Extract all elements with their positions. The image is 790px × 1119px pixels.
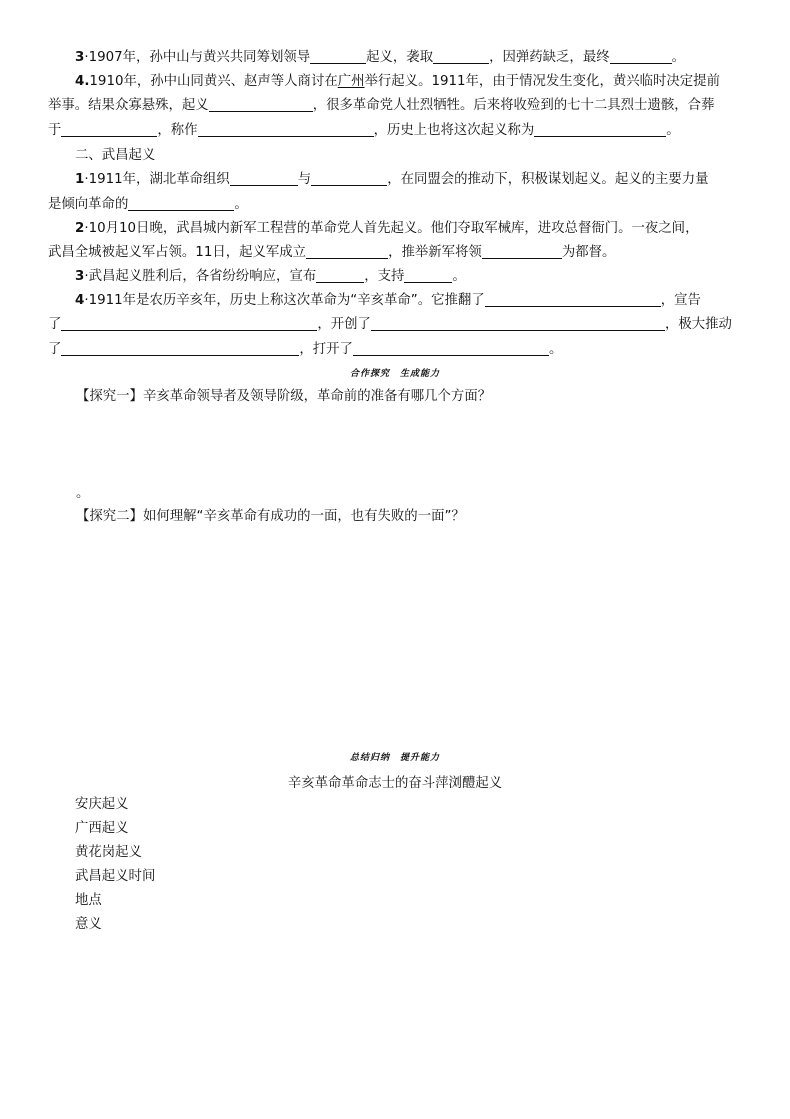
wuchang-question-1-line-2: 是倾向革命的 。 xyxy=(48,197,248,212)
list-item: 安庆起义 xyxy=(75,797,129,812)
list-item: 武昌起义时间 xyxy=(75,869,156,884)
blank[interactable] xyxy=(482,244,562,259)
blank[interactable] xyxy=(433,49,489,64)
wuchang-question-4-line-2: 了 ，开创了 ，极大推动 xyxy=(48,317,732,332)
wuchang-question-1-line-1: 1·1911年，湖北革命组织 与 ，在同盟会的推动下，积极谋划起义。起义的主要力量 xyxy=(75,172,709,187)
wuchang-question-2-line-1: 2·10月10日晚，武昌城内新军工程营的革命党人首先起义。他们夺取军械库，进攻总督衙门。一夜之间， xyxy=(75,221,699,236)
list-item: 广西起义 xyxy=(75,821,129,836)
blank[interactable] xyxy=(485,292,661,307)
summary-heading: 总结归纳 提升能力 xyxy=(349,753,440,763)
section-2-heading: 二、武昌起义 xyxy=(75,148,156,163)
blank[interactable] xyxy=(61,316,317,331)
list-item: 黄花岗起义 xyxy=(75,845,142,860)
blank[interactable] xyxy=(404,268,452,283)
question-4-line-2: 举事。结果众寡悬殊，起义 ，很多革命党人壮烈牺牲。后来将收殓到的七十二具烈士遗骸，合葬 xyxy=(48,98,715,113)
question-4-line-3: 于 ，称作 ，历史上也将这次起义称为 。 xyxy=(48,123,680,138)
list-item: 意义 xyxy=(75,917,102,932)
blank[interactable] xyxy=(198,122,374,137)
explore-1: 【探究一】辛亥革命领导者及领导阶级，革命前的准备有哪几个方面？ xyxy=(76,389,492,404)
blank[interactable] xyxy=(61,341,299,356)
wuchang-question-3: 3·武昌起义胜利后，各省纷纷响应，宣布 ，支持 。 xyxy=(75,269,466,284)
answer-end-dot: 。 xyxy=(76,486,90,501)
wuchang-question-4-line-1: 4·1911年是农历辛亥年，历史上称这次革命为“辛亥革命”。它推翻了 ，宣告 xyxy=(75,293,701,308)
blank[interactable] xyxy=(534,122,666,137)
blank[interactable] xyxy=(316,268,364,283)
blank[interactable] xyxy=(371,316,665,331)
cooperative-exploration-heading: 合作探究 生成能力 xyxy=(349,369,440,379)
list-item: 地点 xyxy=(75,893,102,908)
summary-subtitle: 辛亥革命革命志士的奋斗萍浏醴起义 xyxy=(287,776,503,791)
explore-2: 【探究二】如何理解“辛亥革命有成功的一面，也有失败的一面”？ xyxy=(76,509,465,524)
wuchang-question-2-line-2: 武昌全城被起义军占领。11日，起义军成立 ，推举新军将领 为都督。 xyxy=(48,245,616,260)
blank[interactable] xyxy=(310,49,366,64)
blank[interactable] xyxy=(128,196,234,211)
blank[interactable] xyxy=(61,122,157,137)
blank[interactable] xyxy=(311,171,387,186)
question-3: 3·1907年，孙中山与黄兴共同筹划领导 起义，袭取 ，因弹药缺乏，最终 。 xyxy=(75,50,685,65)
blank[interactable] xyxy=(306,244,388,259)
question-4-line-1: 4.1910年，孙中山同黄兴、赵声等人商讨在广州举行起义。1911年，由于情况发生变化，黄兴临时决定提前 xyxy=(75,74,720,89)
blank[interactable] xyxy=(209,97,313,112)
blank[interactable] xyxy=(230,171,298,186)
wuchang-question-4-line-3: 了 ，打开了 。 xyxy=(48,342,563,357)
blank[interactable] xyxy=(353,341,549,356)
blank[interactable] xyxy=(610,49,672,64)
